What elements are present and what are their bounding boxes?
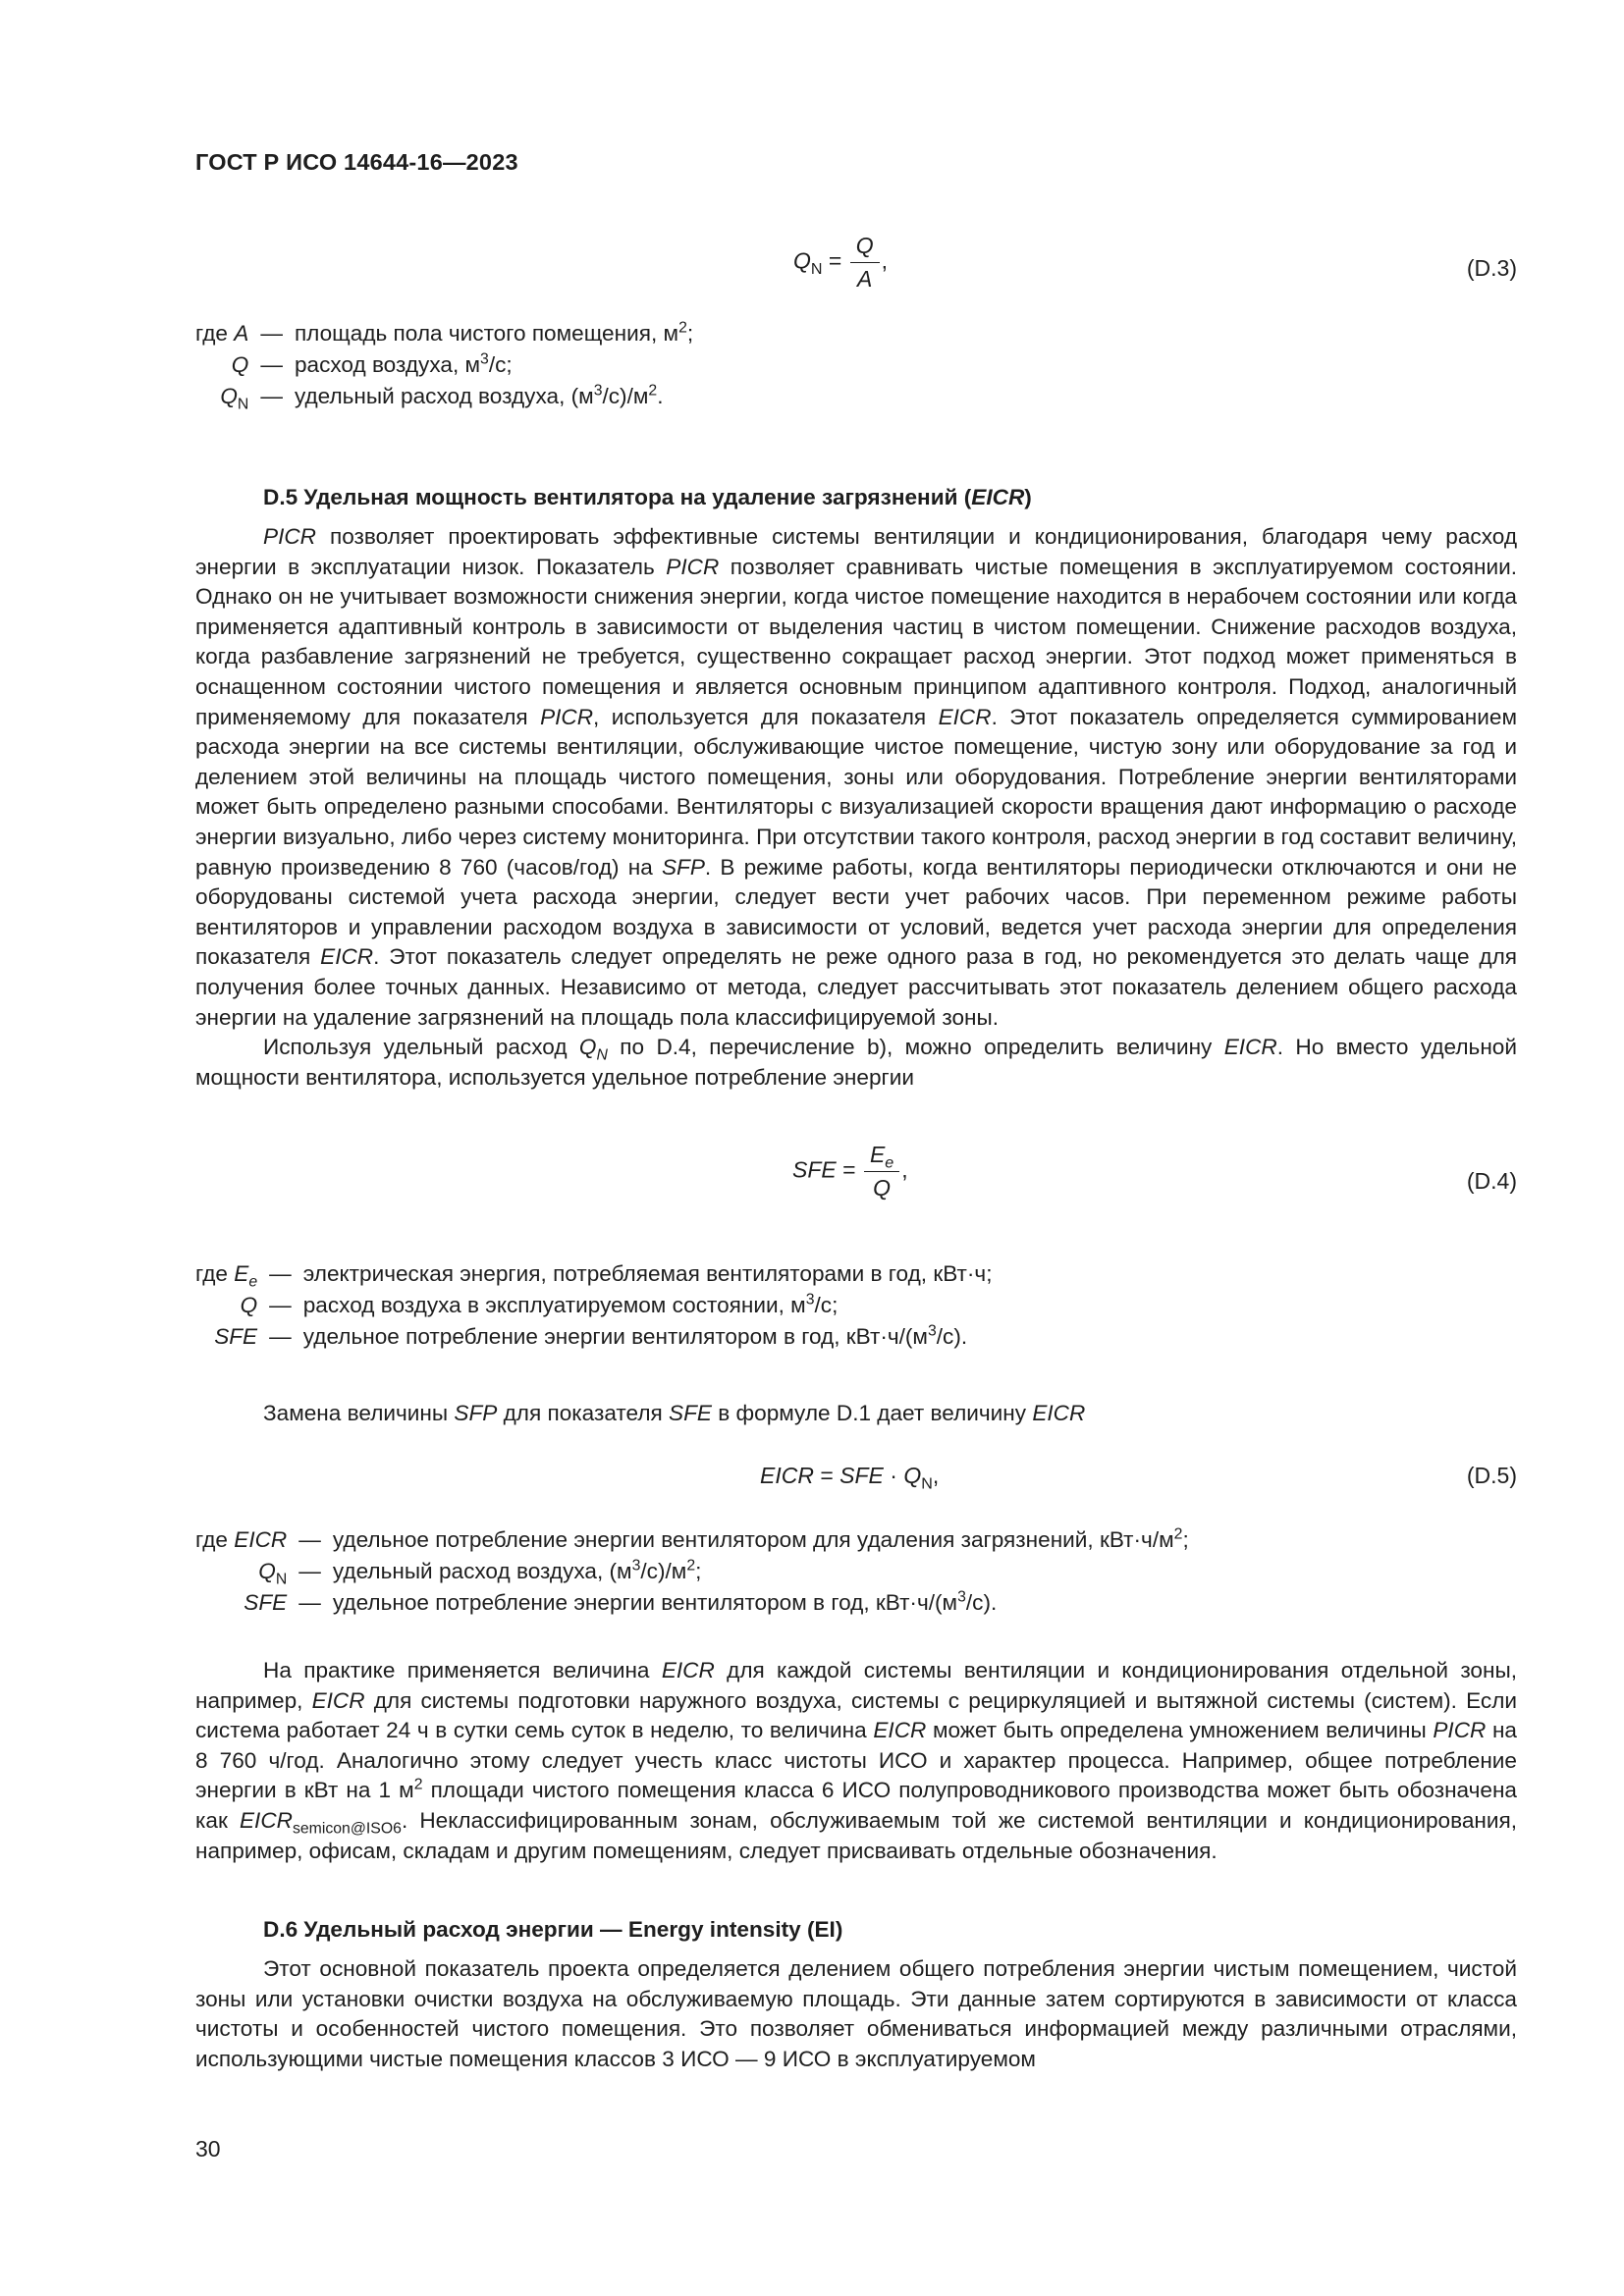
term: EICR [873, 1718, 927, 1743]
formula-d3-lhs-sub: N [810, 260, 823, 279]
where-prefix: где [195, 321, 228, 346]
text: , используется для показателя [593, 704, 939, 729]
where-row [195, 1556, 1189, 1587]
term: EICR [311, 1687, 365, 1713]
section-heading-d6: D.6 Удельный расход энергии — Energy intensity (EI) [263, 1917, 843, 1942]
term: PICR [1433, 1718, 1487, 1743]
where-dash: — [298, 1559, 321, 1583]
formula-d4-denominator: Q [873, 1175, 892, 1201]
formula-d5 [760, 1463, 940, 1493]
where-sup: 2 [686, 1557, 696, 1575]
sup: 2 [413, 1776, 423, 1793]
paragraph-d5-1 [195, 522, 1517, 1033]
formula-d4-lhs: SFE [792, 1156, 837, 1183]
where-prefix: где [195, 1527, 228, 1552]
formula-d5-term-sub: N [921, 1474, 933, 1493]
document-header: ГОСТ Р ИСО 14644-16—2023 [195, 149, 518, 175]
practice-block [195, 1656, 1517, 1866]
term: Q [578, 1035, 597, 1060]
where-text: удельное потребление энергии вентилятором в год, кВт·ч/(м [302, 1324, 928, 1349]
where-symbol: Q [231, 352, 249, 377]
formula-d3-trail: , [881, 247, 889, 274]
where-text: расход воздуха в эксплуатируемом состоянии, м [302, 1293, 806, 1317]
formula-d3-eq: = [822, 247, 842, 274]
formula-d4-num-symbol: E [869, 1142, 886, 1167]
term: EICR [938, 704, 992, 729]
term-sub: N [596, 1046, 608, 1064]
where-end: ; [1182, 1527, 1189, 1552]
formula-d5-trail: , [932, 1463, 940, 1488]
text: . Этот показатель определяется суммированием расхода энергии на все системы вентиляции, обслуживающие чистое помещение, чистую зону или оборудование за год и делением этой величины на площадь чистого помещения, зоны или оборудования. Потребление энергии вентиляторами может быть определено разными способами. Вентиляторы с визуализацией скорости вращения дают информацию о расходе энергии визуально, либо через систему мониторинга. При отсутствии такого контроля, расход энергии в год составит величину, равную произведению 8 760 (часов/год) на [195, 704, 1517, 880]
text: . Но вместо удельной мощности вентилятора, используется удельное потребление энергии [195, 1035, 1517, 1090]
paragraph-practice [195, 1656, 1517, 1866]
where-dash: — [269, 1261, 292, 1286]
where-symbol-sub: N [275, 1571, 288, 1588]
equation-number-d5: (D.5) [1466, 1463, 1517, 1488]
where-row [195, 1290, 992, 1321]
text: На практике применяется величина [263, 1658, 662, 1682]
where-row [195, 318, 693, 349]
text: Замена величины [263, 1401, 455, 1425]
formula-d4-fraction [864, 1142, 899, 1201]
where-symbol-sub: e [248, 1273, 258, 1291]
where-prefix: где [195, 1261, 228, 1286]
term-sub: semicon@ISO6 [292, 1820, 402, 1838]
where-dash: — [260, 352, 283, 377]
section-heading-d5 [263, 485, 1032, 510]
where-sup: 3 [631, 1557, 641, 1575]
where-sup: 2 [1173, 1525, 1183, 1543]
heading-text: D.5 Удельная мощность вентилятора на удаление загрязнений ( [263, 485, 972, 509]
where-block-d3 [195, 318, 693, 412]
formula-d4-eq: = [836, 1156, 856, 1183]
heading-text: ) [1024, 485, 1032, 509]
formula-d5-term: Q [903, 1463, 922, 1488]
where-symbol-sub: N [237, 396, 249, 413]
term: PICR [263, 524, 316, 549]
section-d5-body [195, 522, 1517, 1093]
where-row [195, 1321, 992, 1353]
where-mid: /с)/м [640, 1559, 687, 1583]
text: по D.4, перечисление b), можно определить величину [607, 1035, 1224, 1060]
where-block-d4 [195, 1258, 992, 1353]
text: Используя удельный расход [263, 1035, 579, 1060]
where-end: ; [695, 1559, 702, 1583]
section-d6-body [195, 1954, 1517, 2074]
where-dash: — [260, 384, 283, 408]
formula-d3-fraction [850, 233, 880, 293]
where-dash: — [298, 1590, 321, 1615]
term: SFP [661, 854, 705, 880]
where-symbol: Q [220, 384, 238, 408]
text: в формуле D.1 дает величину [711, 1401, 1033, 1425]
where-symbol: SFE [214, 1324, 258, 1349]
text: позволяет проектировать эффективные системы вентиляции и кондиционирования, благодаря чему расход энергии в эксплуатации низок. Показатель [195, 524, 1517, 579]
term: EICR [1223, 1035, 1277, 1060]
page-number: 30 [195, 2136, 221, 2162]
where-symbol: Q [240, 1293, 258, 1317]
formula-d5-dot: · [883, 1463, 904, 1488]
where-end: /с; [488, 352, 513, 377]
where-mid: /с)/м [602, 384, 649, 408]
text: для системы подготовки наружного воздуха, системы с рециркуляцией и вытяжной системы (систем). Если система работает 24 ч в сутки семь суток в неделю, то величина [195, 1687, 1517, 1743]
text: позволяет сравнивать чистые помещения в эксплуатируемом состоянии. Однако он не учитывает возможности снижения энергии, когда чистое помещение находится в нерабочем состоянии или когда применяется адаптивный контроль в зависимости от выделения частиц в чистом помещении. Снижение расходов воздуха, когда разбавление загрязнений не требуется, существенно сокращает расход энергии. Этот подход может применяться в оснащенном состоянии чистого помещения и является основным принципом адаптивного контроля. Подход, аналогичный применяемому для показателя [195, 554, 1517, 729]
formula-d3-denominator: A [857, 266, 873, 292]
where-row [195, 1524, 1189, 1556]
formula-d5-term: SFE [839, 1463, 884, 1488]
paragraph-d6-1: Этот основной показатель проекта определяется делением общего потребления энергии чистым помещением, чистой зоны или установки очистки воздуха на обслуживаемую площадь. Эти данные затем сортируются в зависимости от класса чистоты и особенностей чистого помещения. Это позволяет обмениваться информацией между различными отраслями, использующими чистые помещения классов 3 ИСО — 9 ИСО в эксплуатируемом [195, 1956, 1517, 2071]
where-row [195, 349, 693, 381]
where-end: /с). [965, 1590, 998, 1615]
where-symbol: Q [258, 1559, 276, 1583]
where-symbol: SFE [244, 1590, 288, 1615]
text: для показателя [497, 1401, 670, 1425]
term: EICR [661, 1658, 715, 1682]
where-text: удельное потребление энергии вентилятором для удаления загрязнений, кВт·ч/м [332, 1527, 1174, 1552]
formula-d4 [792, 1142, 908, 1201]
where-sup: 3 [805, 1291, 815, 1308]
formula-d5-eq: = [813, 1463, 840, 1488]
where-dash: — [260, 321, 283, 346]
term: SFE [669, 1401, 712, 1425]
formula-d4-numerator [864, 1142, 899, 1172]
where-symbol: E [234, 1261, 249, 1286]
where-end: ; [686, 321, 694, 346]
where-row [195, 1258, 992, 1290]
text: . Неклассифицированным зонам, обслуживаемым той же системой вентиляции и кондиционирования, например, офисам, складам и другим помещениям, следует присваивать отдельные обозначения. [195, 1807, 1518, 1863]
where-sup: 2 [648, 382, 658, 400]
text: для каждой системы вентиляции и кондиционирования отдельной зоны, например, [195, 1658, 1517, 1713]
formula-d4-trail: , [901, 1156, 908, 1183]
where-row [195, 1587, 1189, 1619]
where-symbol: A [234, 321, 249, 346]
where-text: удельный расход воздуха, (м [332, 1559, 632, 1583]
formula-d3 [793, 233, 888, 293]
paragraph-d5-2 [195, 1033, 1517, 1093]
formula-d5-lhs: EICR [760, 1463, 814, 1488]
formula-d3-lhs: Q [793, 247, 811, 274]
where-text: расход воздуха, м [294, 352, 481, 377]
text: площади чистого помещения класса 6 ИСО полупроводникового производства может быть обозначена как [195, 1778, 1517, 1833]
term: EICR [320, 944, 374, 970]
where-symbol: EICR [234, 1527, 288, 1552]
where-sup: 3 [927, 1322, 937, 1340]
where-text: удельное потребление энергии вентилятором в год, кВт·ч/(м [332, 1590, 958, 1615]
where-dash: — [269, 1324, 292, 1349]
text: . Этот показатель следует определять не реже одного раза в год, но рекомендуется это делать чаще для получения более точных данных. Независимо от метода, следует рассчитывать этот показатель делением общего расхода энергии на удаление загрязнений на площадь пола классифицируемой зоны. [195, 944, 1518, 1030]
text: может быть определена умножением величины [926, 1718, 1434, 1743]
where-sup: 3 [480, 350, 489, 368]
where-block-d5 [195, 1524, 1189, 1619]
where-sup: 2 [678, 319, 687, 337]
where-text: электрическая энергия, потребляемая вентиляторами в год, кВт·ч; [302, 1261, 993, 1286]
where-dash: — [269, 1293, 292, 1317]
replacement-line [263, 1401, 1085, 1426]
term: SFP [454, 1401, 498, 1425]
formula-d4-num-sub: e [885, 1153, 894, 1172]
where-end: /с; [814, 1293, 839, 1317]
where-text: площадь пола чистого помещения, м [294, 321, 679, 346]
where-text: удельный расход воздуха, (м [294, 384, 594, 408]
term: PICR [540, 704, 594, 729]
heading-italic: EICR [971, 485, 1025, 509]
term: EICR [239, 1807, 293, 1833]
text: на 8 760 ч/год. Аналогично этому следует учесть класс чистоты ИСО и характер процесса. Например, общее потребление энергии в кВт на 1 м [195, 1718, 1517, 1803]
equation-number-d4: (D.4) [1466, 1168, 1517, 1194]
term: PICR [666, 554, 720, 579]
equation-number-d3: (D.3) [1466, 255, 1517, 281]
where-row [195, 381, 693, 412]
formula-d3-numerator: Q [850, 233, 880, 263]
text: . В режиме работы, когда вентиляторы периодически отключаются и они не оборудованы системой учета расхода энергии, следует вести учет рабочих часов. При переменном режиме работы вентиляторов и управлении расходом воздуха в зависимости от условий, ведется учет расхода энергии для определения показателя [195, 854, 1517, 970]
where-dash: — [298, 1527, 321, 1552]
where-end: . [657, 384, 664, 408]
term: EICR [1032, 1401, 1086, 1425]
where-sup: 3 [957, 1588, 966, 1606]
where-sup: 3 [593, 382, 603, 400]
where-end: /с). [936, 1324, 968, 1349]
